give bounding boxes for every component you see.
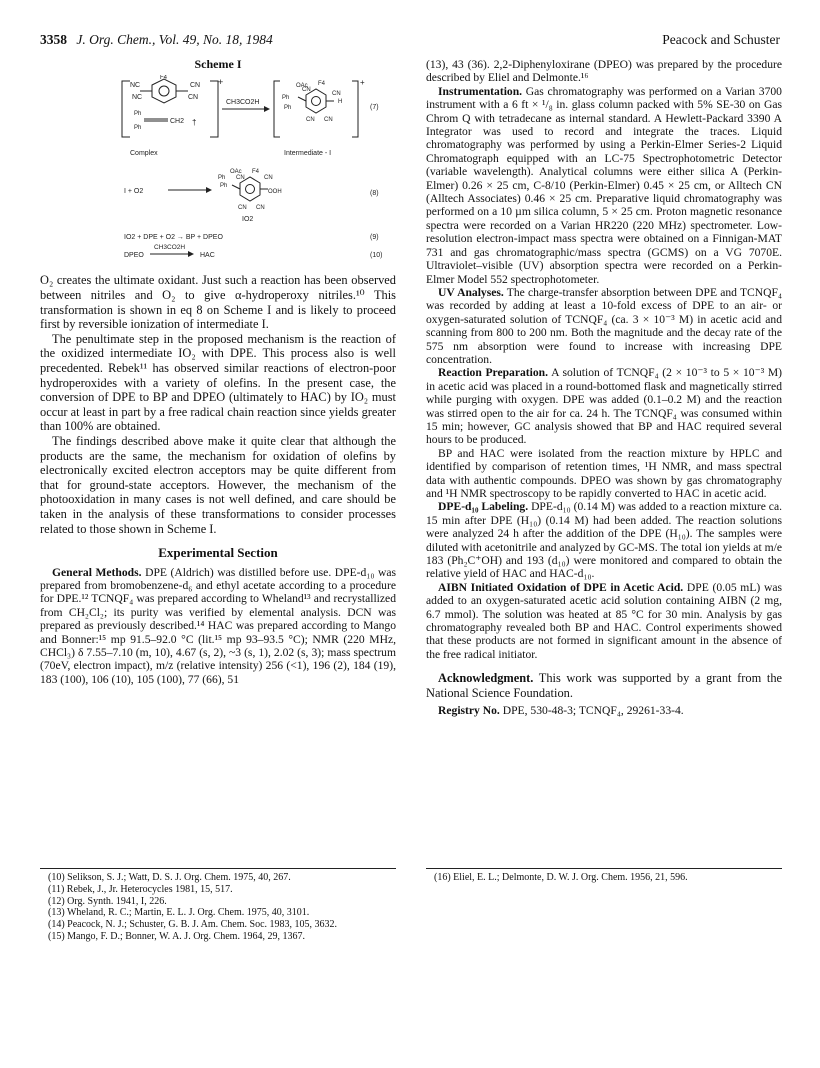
- eq8-product: IO2: [242, 216, 254, 224]
- scheme-title: Scheme I: [194, 57, 242, 71]
- footnote-13: (13) Wheland, R. C.; Martin, E. L. J. Org. Chem. 1975, 40, 3101.: [48, 907, 310, 919]
- svg-text:CN: CN: [306, 117, 315, 124]
- footnote-rule-right: [426, 868, 782, 869]
- svg-text:OOH: OOH: [268, 189, 282, 196]
- running-authors: Peacock and Schuster: [662, 32, 780, 47]
- paragraph-uv-analyses: [426, 286, 782, 366]
- footnote-16: (16) Eliel, E. L.; Delmonte, D. W. J. Org. Chem. 1956, 21, 596.: [434, 872, 688, 883]
- heading-instrumentation: Instrumentation.: [438, 84, 523, 98]
- footnotes-left: [48, 872, 396, 943]
- eq8-reactants: I + O2: [124, 188, 144, 196]
- text-reaction-preparation: A solution of TCNQF₄ (2 × 10⁻³ to 5 × 10⁻³ M) in acetic acid was placed in a round-bottomed flask and magnetically stirred while purging with oxygen. DPE was added (0.1–0.2 M) and the reaction was stirred open to the air for ca. 24 h. The TCNQF₄ was consumed within 15 min; however, GC analysis showed that BP and HAC required several hours to be produced.: [426, 366, 783, 447]
- eq9-text: IO2 + DPE + O2 → BP + DPEO: [124, 234, 223, 242]
- svg-text:Ph: Ph: [220, 183, 228, 190]
- footnote-11: (11) Rebek, J., Jr. Heterocycles 1981, 15, 517.: [48, 883, 233, 895]
- svg-text:CN: CN: [324, 117, 333, 124]
- svg-text:CN: CN: [302, 87, 311, 94]
- footnote-rule-left: [40, 868, 396, 869]
- svg-text:Ph: Ph: [218, 175, 226, 182]
- footnote-10: (10) Selikson, S. J.; Watt, D. S. J. Org. Chem. 1975, 40, 267.: [48, 872, 291, 883]
- paragraph-reaction-preparation: [426, 366, 782, 446]
- paragraph-general-methods: [40, 566, 396, 687]
- svg-text:OAc: OAc: [230, 169, 242, 176]
- text-dpe-d10-labeling: DPE-d₁₀ (0.14 M) was added to a reaction mixture ca. 15 min after DPE (H₁₀) (0.14 M) had been added. The reaction solutions were analyzed 24 h after the addition of the DPE (H₁₀). The samples were diluted with acetonitrile and analyzed by GC-MS. The total ion yields at m/e 183 (Ph₂C⁺OH) and 193 (d₁₀) were monitored and compared to obtain the relative yield of HAC and HAC-d₁₀.: [426, 500, 782, 581]
- eq10-reagent: CH3CO2H: [154, 244, 186, 252]
- svg-text:CN: CN: [332, 91, 341, 98]
- right-column: [426, 58, 782, 718]
- paragraph-oxidant: O₂ creates the ultimate oxidant. Just such a reaction has been observed between nitriles and O₂ to give α-hydroperoxy nitriles.¹⁰ This transformation is shown in eq 8 on Scheme I and is likely to proceed first by reversible ionization of intermediate I.: [40, 273, 396, 332]
- svg-text:CN: CN: [188, 94, 199, 102]
- paragraph-acknowledgment: [426, 671, 782, 700]
- complex-label: Complex: [130, 150, 158, 158]
- footnote-12: (12) Org. Synth. 1941, I, 226.: [48, 895, 167, 907]
- heading-uv-analyses: UV Analyses.: [438, 285, 504, 299]
- paragraph-isolation: BP and HAC were isolated from the reaction mixture by HPLC and identified by comparison of retention times, ¹H NMR, and mass spectral data with authentic compounds. DPEO was shown by gas chromatography and ¹H NMR spectroscopy to be rapidly converted to HAC in acetic acid.: [426, 446, 782, 500]
- eq10-product: HAC: [200, 252, 215, 260]
- svg-text:OAc: OAc: [296, 83, 308, 90]
- eq7-reagent: CH3CO2H: [226, 99, 260, 107]
- paragraph-findings: The findings described above make it quite clear that although the products are the same, the mechanism for oxidation of olefins by electronically excited electron acceptors may be quite different from that for ground-state acceptors. However, the mechanism of the photooxidation in many cases is not well defined, and care should be taken in the analysis of these transformations to consider processes related to those shown in Scheme I.: [40, 433, 396, 536]
- page-number: 3358: [40, 32, 67, 47]
- svg-text:†: †: [192, 118, 197, 128]
- intermediate-label: Intermediate - I: [284, 150, 332, 158]
- heading-dpe-d10-labeling: DPE-d₁₀ Labeling.: [438, 500, 529, 514]
- text-general-methods: DPE (Aldrich) was distilled before use. DPE-d₁₀ was prepared from bromobenzene-d₆ and ethyl acetate according to a procedure for DPE.¹² TCNQF₄ was prepared according to Wheland¹³ and recrystallized from CH₂Cl₂; its purity was verified by elemental analysis. DCN was prepared as previously described.¹⁴ HAC was prepared according to Mango and Bonner:¹⁵ mp 91.5–92.0 °C (lit.¹⁵ mp 93–93.5 °C); NMR (220 MHz, CHCl₃) δ 7.55–7.10 (m, 10), 4.67 (s, 2), ~3 (s, 1), 2.02 (s, 3); mass spectrum (70eV, electron impact), m/z (relative intensity) 256 (<1), 196 (2), 184 (19), 183 (100), 106 (10), 105 (100), 77 (66), 51: [40, 565, 397, 686]
- section-title-experimental: Experimental Section: [158, 545, 278, 561]
- svg-text:+: +: [218, 77, 224, 88]
- left-column: [40, 58, 396, 686]
- eq10-reactant: DPEO: [124, 252, 144, 260]
- svg-text:NC: NC: [132, 94, 143, 102]
- svg-text:Ph: Ph: [282, 95, 290, 102]
- svg-text:CN: CN: [190, 82, 201, 90]
- svg-text:F4: F4: [160, 75, 168, 82]
- svg-text:CH2: CH2: [170, 118, 185, 126]
- svg-text:H: H: [338, 99, 343, 106]
- paragraph-instrumentation: [426, 85, 782, 286]
- svg-text:Ph: Ph: [134, 111, 142, 118]
- text-aibn-oxidation: DPE (0.05 mL) was added to an oxygen-saturated acetic acid solution containing AIBN (2 mg, 6.7 mmol). The solution was heated at 85 °C for 30 min. Analysis by gas chromatography revealed both BP and HAC. Control experiments showed that these products are not formed in significant amount in the absence of the free radical initiator.: [426, 580, 782, 661]
- scheme-figure: [40, 75, 396, 261]
- eq9-number: (9): [370, 234, 379, 242]
- text-acknowledgment: This work was supported by a grant from the National Science Foundation.: [426, 671, 783, 700]
- scheme-drawing: [40, 75, 396, 261]
- svg-text:CN: CN: [236, 175, 245, 182]
- heading-acknowledgment: Acknowledgment.: [438, 671, 534, 686]
- heading-registry: Registry No.: [438, 704, 500, 718]
- eq8-number: (8): [370, 190, 379, 198]
- eq7-number: (7): [370, 104, 379, 112]
- svg-text:F4: F4: [252, 169, 260, 176]
- paragraph-aibn-oxidation: [426, 581, 782, 661]
- heading-reaction-preparation: Reaction Preparation.: [438, 366, 549, 380]
- svg-text:F4: F4: [318, 81, 326, 88]
- eq10-number: (10): [370, 252, 383, 260]
- svg-text:CN: CN: [264, 175, 273, 182]
- text-uv-analyses: The charge-transfer absorption between DPE and TCNQF₄ was recorded by adding at least a 10-fold excess of DPE to an air- or oxygen-saturated solution of TCNQF₄ (ca. 3 × 10⁻³ M) in acetic acid and scanning from 800 to 200 nm. Both the magnitude and the decay rate of the 575 nm absorption were found to increase with increasing DPE concentration.: [426, 285, 782, 366]
- running-header: [40, 32, 780, 52]
- footnote-14: (14) Peacock, N. J.; Schuster, G. B. J. Am. Chem. Soc. 1983, 105, 3632.: [48, 919, 338, 931]
- heading-aibn-oxidation: AIBN Initiated Oxidation of DPE in Acetic Acid.: [438, 580, 684, 594]
- footnotes-right: [434, 872, 782, 884]
- svg-text:CN: CN: [238, 205, 247, 212]
- paragraph-dpe-d10-labeling: [426, 500, 782, 580]
- svg-text:+: +: [360, 78, 365, 88]
- journal-citation: J. Org. Chem., Vol. 49, No. 18, 1984: [76, 32, 273, 47]
- paragraph-registry: [426, 704, 782, 717]
- svg-text:Ph: Ph: [284, 105, 292, 112]
- footnote-15: (15) Mango, F. D.; Bonner, W. A. J. Org. Chem. 1964, 29, 1367.: [48, 930, 305, 942]
- paragraph-penultimate-step: The penultimate step in the proposed mechanism is the reaction of the oxidized intermediate IO₂ with DPE. This process also is well precedented. Rebek¹¹ has observed similar reactions of electron-poor hydroperoxides with a variety of olefins. In the present case, the conversion of DPE to BP and DPEO (ultimately to HAC) by IO₂ must occur at least in part by a free radical chain reaction since yields greater than 100% are obtained.: [40, 331, 396, 434]
- text-instrumentation: Gas chromatography was performed on a Varian 3700 instrument with a 6 ft × ¹/₈ in. glass column packed with 5% SE-30 on Gas Chrom Q with tetradecane as internal standard. A Hewlett-Packard 3390 A Integrator was used to record and integrate the traces. Liquid chromatography was performed by using a Perkin-Elmer Series-2 Liquid Chromatograph equipped with an LC-75 Spectrophotometric Detector (variable wavelength). Analytical columns were either silica A (Perkin-Elmer) 0.26 × 25 cm, C-8/10 (Perkin-Elmer) 0.45 × 25 cm, or Alltech CN (Alltech Associates) 0.46 × 25 cm. Preparative liquid chromatography was performed on a 10 µm silica column, 5 × 25 cm. Proton magnetic resonance spectra were recorded on a Varian HR220 (220 MHz) spectrometer. Low-resolution electron-impact mass spectra were obtained on a Finnigan-MAT 731 and gas chromatographic/mass spectra (GCMS) on a VG 7070E. Ultraviolet–visible (UV) absorption spectra were recorded on a Perkin-Elmer Model 552 spectrophotometer.: [426, 84, 782, 286]
- paragraph-continued: (13), 43 (36). 2,2-Diphenyloxirane (DPEO) was prepared by the procedure described by Eliel and Delmonte.¹⁶: [426, 58, 782, 85]
- text-registry: DPE, 530-48-3; TCNQF₄, 29261-33-4.: [502, 704, 684, 718]
- svg-text:NC: NC: [130, 82, 141, 90]
- heading-general-methods: General Methods.: [52, 565, 142, 579]
- svg-text:Ph: Ph: [134, 125, 142, 132]
- svg-text:CN: CN: [256, 205, 265, 212]
